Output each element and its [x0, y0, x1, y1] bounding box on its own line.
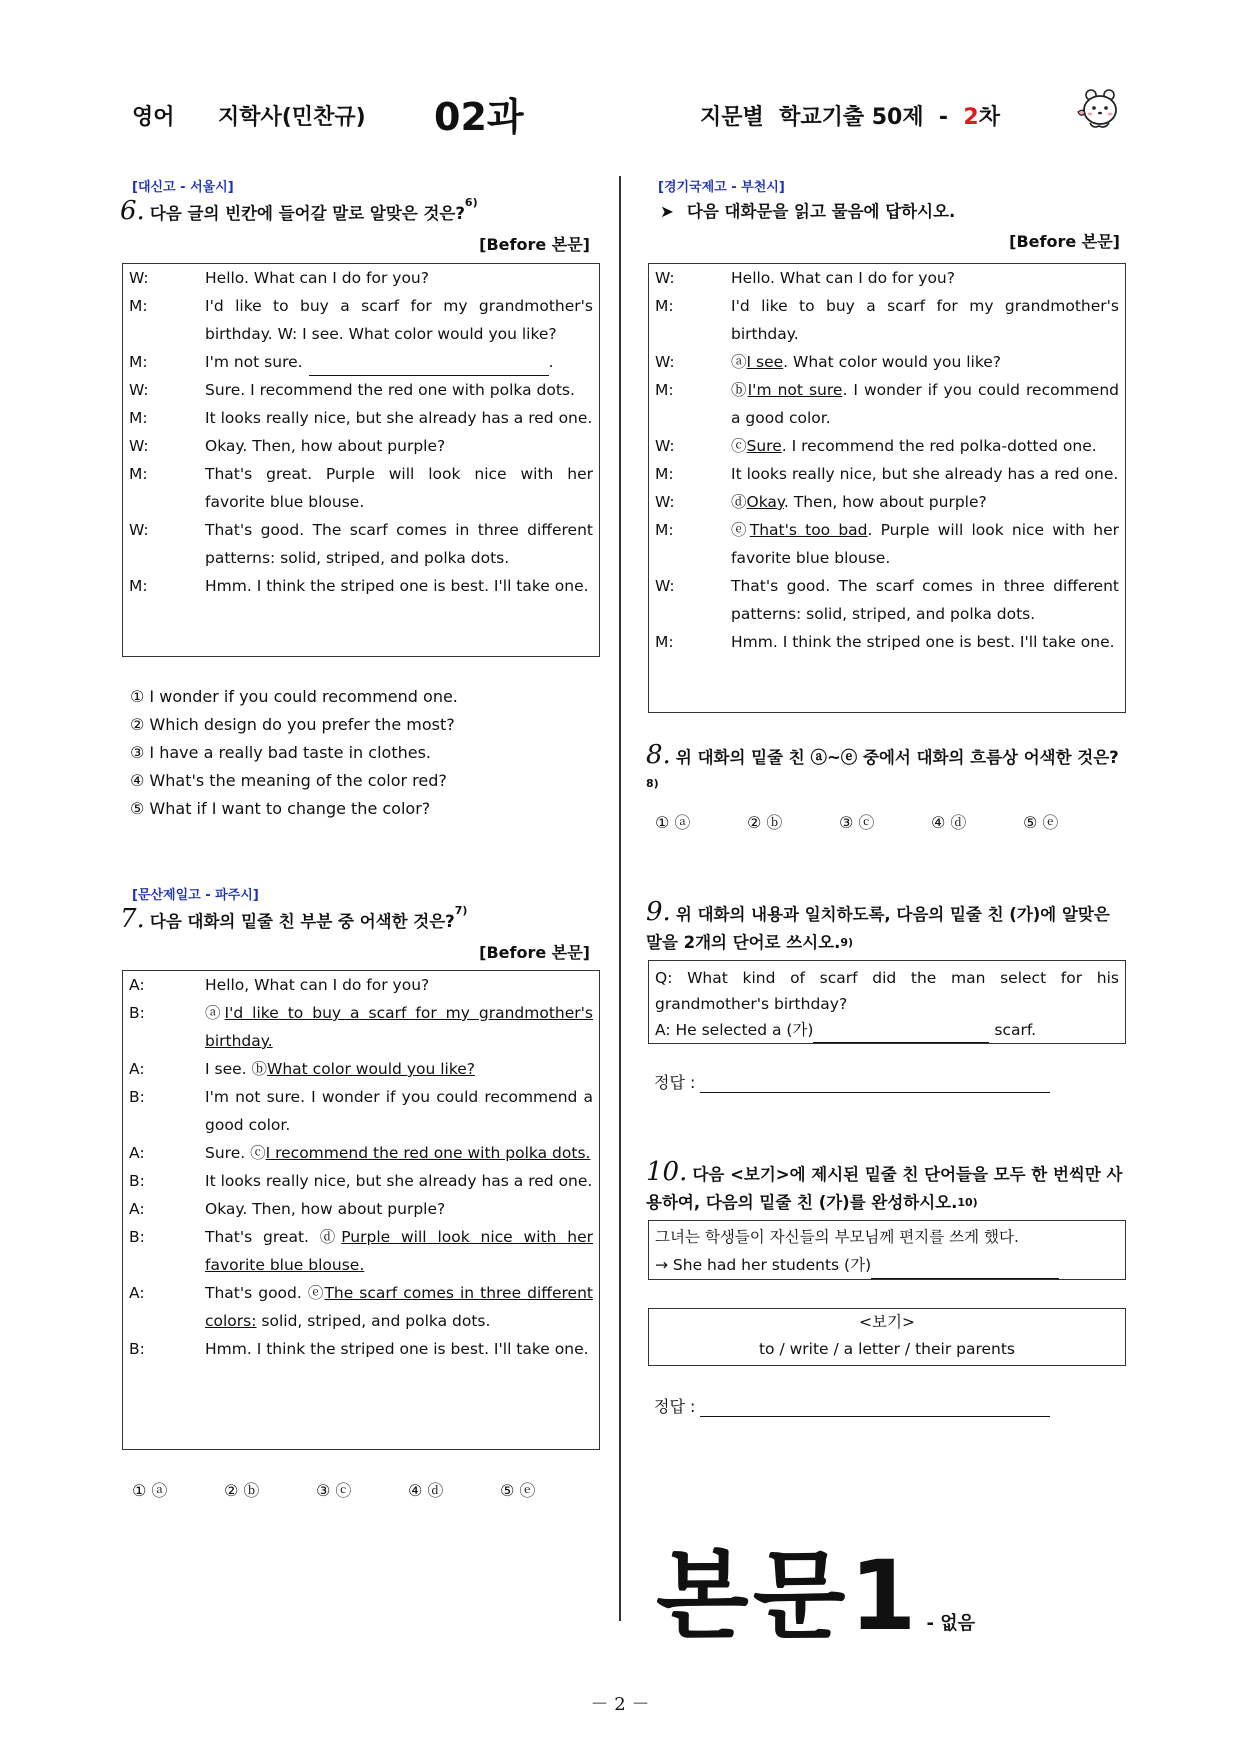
dialog-line: W: Hello. What can I do for you? [129, 269, 429, 287]
q10-korean: 그녀는 학생들이 자신들의 부모님께 편지를 쓰게 했다. [655, 1228, 1019, 1246]
q8-number: 8. [646, 740, 671, 770]
q7-number: 7. [120, 904, 145, 934]
lesson-title: 02과 [434, 95, 524, 139]
passage-tag: [Before 본문] [1009, 232, 1120, 251]
q10-header: 10. 다음 <보기>에 제시된 밑줄 친 단어들을 모두 한 번씩만 사용하여, 다음의 밑줄 친 (가)를 완성하시오.$^{10)}$ [646, 1157, 1123, 1212]
dialog-line: M: ⓔThat's too bad. Purple will look nice with her favorite blue blouse. [655, 521, 1119, 567]
q6-choice-4[interactable]: ④ What's the meaning of the color red? [130, 771, 447, 790]
q8-option-4[interactable]: ④ ⓓ [931, 813, 967, 832]
dialog-line: M: It looks really nice, but she already has a red one. [129, 409, 593, 427]
q8-option-5[interactable]: ⑤ ⓔ [1023, 813, 1059, 832]
q6-choice-2[interactable]: ② Which design do you prefer the most? [130, 715, 455, 734]
q6-text: 다음 글의 빈칸에 들어갈 말로 알맞은 것은? [149, 204, 465, 223]
q6-choices [130, 683, 458, 823]
q9-answer-line: A: He selected a (가) scarf. [655, 1017, 1119, 1043]
dialog-line: W: Okay. Then, how about purple? [129, 437, 446, 455]
exam-title: 지문별 학교기출 50제 - 2차 [700, 105, 1000, 130]
dialog-line: W: ⓓOkay. Then, how about purple? [655, 493, 987, 511]
q10-text: 다음 <보기>에 제시된 밑줄 친 단어들을 모두 한 번씩만 사용하여, 다음의 밑줄 친 (가)를 완성하시오. [646, 1165, 1123, 1212]
dialog-line: W: That's good. The scarf comes in three different patterns: solid, striped, and polka dots. [129, 521, 593, 567]
q7-option-2[interactable]: ② ⓑ [224, 1481, 260, 1500]
q8-option-2[interactable]: ② ⓑ [747, 813, 783, 832]
dialog-line: A: That's good. ⓔThe scarf comes in three different colors: solid, striped, and polka dots. [129, 1284, 593, 1330]
dialog-line: M: I'm not sure. . [123, 348, 599, 376]
dialog-line: A: I see. ⓑWhat color would you like? [129, 1060, 476, 1078]
dialog-line: M: I'd like to buy a scarf for my grandmother's birthday. [655, 297, 1119, 343]
bogi-title: <보기> [859, 1313, 915, 1331]
bogi-words: to / write / a letter / their parents [758, 1340, 1015, 1358]
dialog-line: B: Hmm. I think the striped one is best. I'll take one. [129, 1340, 589, 1358]
q6-header: 6. 다음 글의 빈칸에 들어갈 말로 알맞은 것은?$^{6)}$ [120, 196, 478, 226]
q9-question: Q: What kind of scarf did the man select for his grandmother's birthday? [655, 969, 1119, 1013]
q6-choice-1[interactable]: ① I wonder if you could recommend one. [130, 687, 458, 706]
q6-source: [대신고 - 서울시] [132, 180, 234, 195]
dialog-line: M: It looks really nice, but she already has a red one. [655, 465, 1119, 483]
passage-source: [경기국제고 - 부천시] [658, 180, 785, 195]
dialog-line: B: I'm not sure. I wonder if you could recommend a good color. [129, 1088, 593, 1134]
q9-header: 9. 위 대화의 내용과 일치하도록, 다음의 밑줄 친 (가)에 알맞은 말을 2개의 단어로 쓰시오.$^{9)}$ [646, 897, 1110, 952]
q7-source: [문산제일고 - 파주시] [132, 888, 259, 903]
column-divider [619, 176, 621, 1621]
q7-tag: [Before 본문] [479, 943, 590, 962]
dialog-line: B: It looks really nice, but she already has a red one. [129, 1172, 593, 1190]
dialog-line: M: Hmm. I think the striped one is best. I'll take one. [655, 633, 1115, 651]
q6-tag: [Before 본문] [479, 235, 590, 254]
q7-option-5[interactable]: ⑤ ⓔ [500, 1481, 536, 1500]
arrow-icon: ➤ [660, 202, 674, 221]
q10-answer: 정답 : [654, 1394, 1050, 1417]
passage-dialog-box [648, 263, 1126, 713]
dialog-line: W: ⓐI see. What color would you like? [655, 353, 1002, 371]
q8-text: 위 대화의 밑줄 친 ⓐ~ⓔ 중에서 대화의 흐름상 어색한 것은? [675, 748, 1119, 767]
textbook-label: 지학사(민찬규) [218, 105, 366, 130]
q7-option-4[interactable]: ④ ⓓ [408, 1481, 444, 1500]
q8-options [655, 810, 1058, 833]
q10-answer-input[interactable] [700, 1400, 1050, 1417]
q9-blank[interactable] [813, 1024, 989, 1043]
q6-choice-5[interactable]: ⑤ What if I want to change the color? [130, 799, 431, 818]
q9-number: 9. [646, 897, 671, 927]
q7-header: 7. 다음 대화의 밑줄 친 부분 중 어색한 것은?$^{7)}$ [120, 904, 468, 934]
q7-option-3[interactable]: ③ ⓒ [316, 1481, 352, 1500]
dialog-line: W: ⓒSure. I recommend the red polka-dotted one. [655, 437, 1097, 455]
dialog-line: M: ⓑI'm not sure. I wonder if you could recommend a good color. [655, 381, 1119, 427]
dialog-line: M: I'd like to buy a scarf for my grandmother's birthday. W: I see. What color would you like? [129, 297, 593, 343]
q6-blank[interactable] [309, 357, 549, 376]
q6-dialog-box [122, 263, 600, 657]
bear-mascot-icon [1075, 86, 1123, 132]
q8-option-3[interactable]: ③ ⓒ [839, 813, 875, 832]
q7-option-1[interactable]: ① ⓐ [132, 1481, 168, 1500]
dialog-line: M: Hmm. I think the striped one is best. I'll take one. [129, 577, 589, 595]
q8-header: 8. 위 대화의 밑줄 친 ⓐ~ⓔ 중에서 대화의 흐름상 어색한 것은?$^{8)}$ [646, 740, 1119, 790]
q9-box [648, 960, 1126, 1044]
bogi-box [648, 1308, 1126, 1366]
subject-label: 영어 [132, 105, 175, 130]
dialog-line: A: Okay. Then, how about purple? [129, 1200, 446, 1218]
dialog-line: W: Hello. What can I do for you? [655, 269, 955, 287]
dialog-line: A: Hello, What can I do for you? [129, 976, 430, 994]
q7-text: 다음 대화의 밑줄 친 부분 중 어색한 것은? [149, 912, 455, 931]
q9-answer-input[interactable] [700, 1076, 1050, 1093]
q9-answer: 정답 : [654, 1070, 1050, 1093]
dialog-line: M: That's great. Purple will look nice with her favorite blue blouse. [129, 465, 593, 511]
q8-option-1[interactable]: ① ⓐ [655, 813, 691, 832]
q7-options [132, 1478, 535, 1501]
q10-box [648, 1220, 1126, 1280]
dialog-line: B: That's great. ⓓPurple will look nice with her favorite blue blouse. [129, 1228, 593, 1274]
passage-instruction: 다음 대화문을 읽고 물음에 답하시오. [686, 202, 956, 221]
dialog-line: W: That's good. The scarf comes in three different patterns: solid, striped, and polka dots. [655, 577, 1119, 623]
q10-english: → She had her students (가) [655, 1251, 1119, 1279]
q9-text: 위 대화의 내용과 일치하도록, 다음의 밑줄 친 (가)에 알맞은 말을 2개의 단어로 쓰시오. [646, 905, 1110, 952]
q10-blank[interactable] [871, 1260, 1059, 1279]
q10-number: 10. [646, 1157, 688, 1187]
dialog-line: A: Sure. ⓒI recommend the red one with polka dots. [129, 1144, 591, 1162]
dialog-line: B: ⓐI'd like to buy a scarf for my grandmother's birthday. [129, 1004, 593, 1050]
bonmun-heading: 본문1 - 없음 [656, 1540, 976, 1652]
page-number: － 2 － [590, 1694, 650, 1715]
dialog-line: W: Sure. I recommend the red one with polka dots. [129, 381, 575, 399]
q6-number: 6. [120, 196, 145, 226]
q6-choice-3[interactable]: ③ I have a really bad taste in clothes. [130, 743, 431, 762]
q7-dialog-box [122, 970, 600, 1450]
passage-header [660, 198, 955, 222]
